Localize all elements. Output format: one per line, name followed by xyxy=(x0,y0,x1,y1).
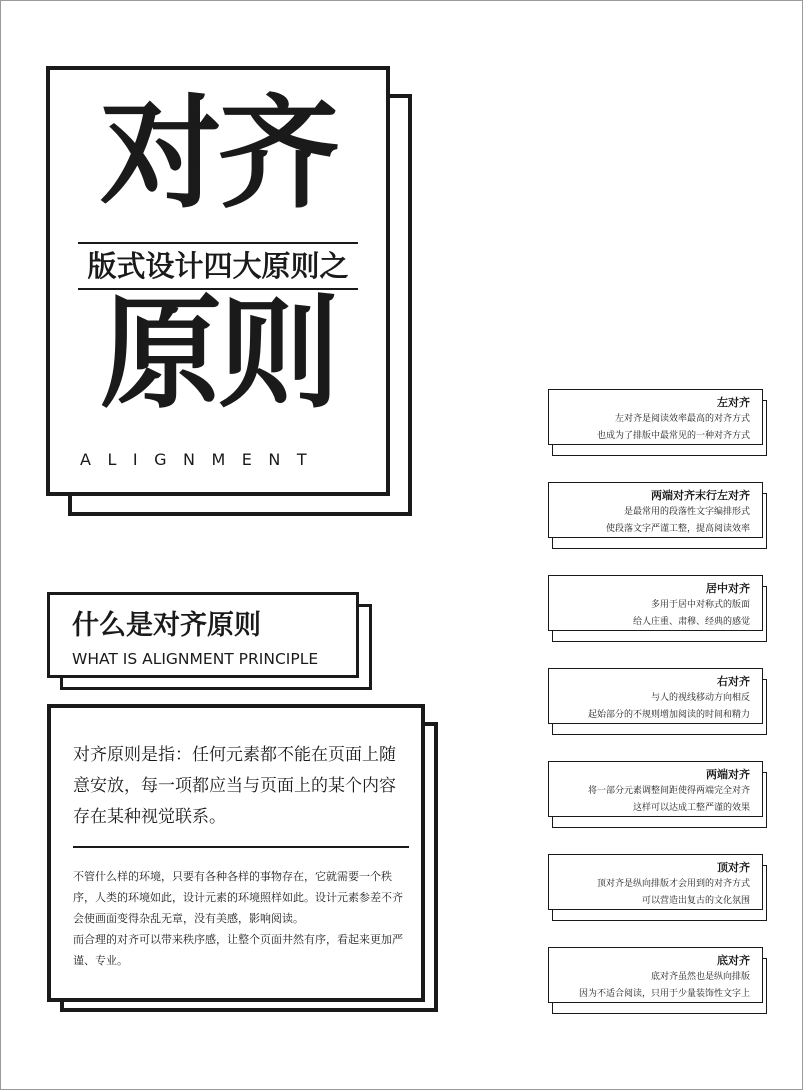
card-title: 两端对齐末行左对齐 xyxy=(651,489,750,502)
card-line: 因为不适合阅读，只用于少量装饰性文字上 xyxy=(578,989,750,999)
body-lead-text: 对齐原则是指：任何元素都不能在页面上随意安放，每一项都应当与页面上的某个内容存在某种视觉联系。 xyxy=(73,745,396,827)
card-title: 右对齐 xyxy=(717,675,750,688)
card-line: 是最常用的段落性文字编排形式 xyxy=(623,507,750,517)
card-line: 也成为了排版中最常见的一种对齐方式 xyxy=(596,431,750,441)
subtitle-rule-top xyxy=(78,242,358,244)
card-line: 将一部分元素调整间距使得两端完全对齐 xyxy=(587,786,750,796)
card-title: 顶对齐 xyxy=(717,861,750,874)
card-title: 居中对齐 xyxy=(706,582,750,595)
card-justify-last-left xyxy=(548,482,763,538)
card-title: 两端对齐 xyxy=(706,768,750,781)
card-line: 使段落文字严谨工整，提高阅读效率 xyxy=(605,524,750,534)
card-bottom-align xyxy=(548,947,763,1003)
card-line: 给人庄重、肃穆、经典的感觉 xyxy=(632,617,750,627)
card-line: 多用于居中对称式的版面 xyxy=(650,600,750,610)
card-justify xyxy=(548,761,763,817)
heading-card xyxy=(47,592,359,678)
body-card xyxy=(47,704,425,1002)
card-line: 左对齐是阅读效率最高的对齐方式 xyxy=(614,414,750,424)
card-title: 底对齐 xyxy=(717,954,750,967)
title-main-bottom: 原则 xyxy=(100,281,336,425)
card-line: 起始部分的不规则增加阅读的时间和精力 xyxy=(587,710,750,720)
card-right-align xyxy=(548,668,763,724)
card-line: 这样可以达成工整严谨的效果 xyxy=(632,803,750,813)
card-line: 底对齐虽然也是纵向排版 xyxy=(650,972,750,982)
card-line: 可以营造出复古的文化氛围 xyxy=(641,896,750,906)
title-english: ALIGNMENT xyxy=(80,450,324,469)
card-title: 左对齐 xyxy=(717,396,750,409)
subtitle: 版式设计四大原则之 xyxy=(87,249,349,283)
body-divider xyxy=(73,846,409,848)
card-line: 顶对齐是纵向排版才会用到的对齐方式 xyxy=(596,879,750,889)
card-center-align xyxy=(548,575,763,631)
heading-english: WHAT IS ALIGNMENT PRINCIPLE xyxy=(72,650,319,668)
card-left-align xyxy=(548,389,763,445)
body-detail xyxy=(73,866,407,971)
heading-chinese: 什么是对齐原则 xyxy=(72,610,261,641)
title-main-top: 对齐 xyxy=(100,81,336,225)
card-line: 与人的视线移动方向相反 xyxy=(650,693,750,703)
title-card xyxy=(46,66,390,496)
body-paragraph: 而合理的对齐可以带来秩序感，让整个页面井然有序，看起来更加严谨、专业。 xyxy=(73,933,403,967)
body-paragraph: 不管什么样的环境，只要有各种各样的事物存在，它就需要一个秩序，人类的环境如此，设计元素的环境照样如此。设计元素参差不齐会使画面变得杂乱无章，没有美感，影响阅读。 xyxy=(73,870,403,925)
card-top-align xyxy=(548,854,763,910)
